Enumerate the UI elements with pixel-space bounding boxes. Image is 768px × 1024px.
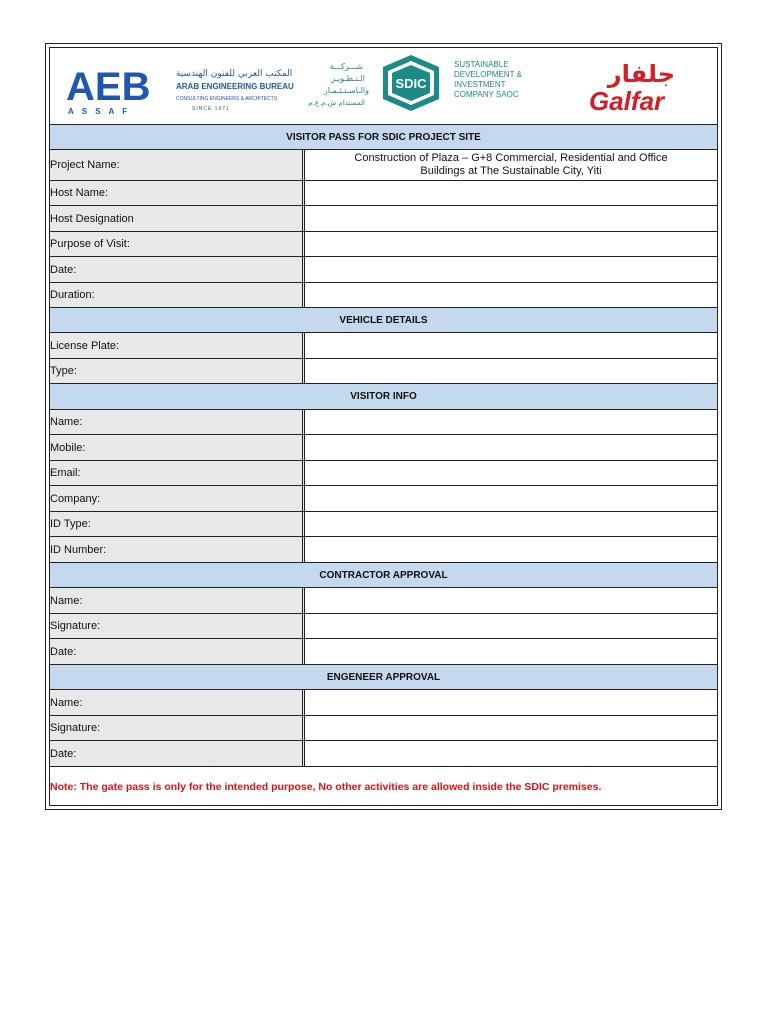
input-contractor-signature[interactable]: [305, 614, 717, 638]
row-engineer-signature: [50, 715, 717, 740]
label-id-type: ID Type:: [50, 512, 305, 536]
row-vehicle-type: [50, 358, 717, 383]
sdic-arabic-line2: الـتـطـويـر: [331, 74, 365, 83]
section-engineer-approval-title: ENGENEER APPROVAL: [326, 671, 441, 683]
gate-pass-note-text: Note: The gate pass is only for the intended purpose, No other activities are allowed inside the SDIC premises.: [50, 781, 602, 793]
sdic-name-line1: SUSTAINABLE: [454, 60, 509, 69]
label-email: Email:: [50, 461, 305, 485]
input-contractor-date[interactable]: [305, 639, 717, 664]
input-contractor-name[interactable]: [305, 588, 717, 613]
section-visitor-info: [50, 383, 717, 409]
row-engineer-date: [50, 740, 717, 766]
input-engineer-date[interactable]: [305, 741, 717, 766]
row-engineer-name: [50, 689, 717, 715]
section-vehicle-title: VEHICLE DETAILS: [339, 314, 428, 326]
section-visitor-info-title: VISITOR INFO: [350, 391, 417, 402]
sdic-arabic-line1: شـــركـــة: [329, 62, 363, 71]
row-contractor-name: [50, 587, 717, 613]
row-duration: [50, 282, 717, 307]
label-engineer-date: Date:: [50, 741, 305, 766]
aeb-arabic-name: المكتب العربي للفنون الهندسية: [176, 69, 293, 79]
label-company: Company:: [50, 486, 305, 511]
input-host-name[interactable]: [305, 181, 717, 205]
row-visitor-name: [50, 409, 717, 434]
input-mobile[interactable]: [305, 435, 717, 460]
aeb-logo-mark: [64, 62, 294, 118]
section-engineer-approval: [50, 664, 717, 689]
row-contractor-date: [50, 638, 717, 664]
input-duration[interactable]: [305, 283, 717, 307]
sdic-name-line4: COMPANY SAOC: [454, 90, 519, 99]
aeb-since: SINCE 1971: [192, 106, 230, 112]
galfar-arabic: جلفار: [607, 60, 675, 88]
label-engineer-signature: Signature:: [50, 716, 305, 740]
input-vehicle-type[interactable]: [305, 359, 717, 383]
input-id-type[interactable]: [305, 512, 717, 536]
label-engineer-name: Name:: [50, 690, 305, 715]
logo-header: [50, 48, 717, 124]
sdic-name-line2: DEVELOPMENT &: [454, 70, 522, 79]
row-company: [50, 485, 717, 511]
row-visit-date: [50, 256, 717, 282]
section-visitor-pass-title: VISITOR PASS FOR SDIC PROJECT SITE: [286, 131, 481, 143]
input-id-number[interactable]: [305, 537, 717, 562]
galfar-logo-mark: [585, 58, 685, 118]
visitor-pass-form: [45, 43, 722, 810]
input-license-plate[interactable]: [305, 333, 717, 358]
section-visitor-pass: [50, 124, 717, 149]
input-engineer-name[interactable]: [305, 690, 717, 715]
row-host-name: [50, 180, 717, 205]
label-vehicle-type: Type:: [50, 359, 305, 383]
row-license-plate: [50, 332, 717, 358]
label-mobile: Mobile:: [50, 435, 305, 460]
aeb-name: ARAB ENGINEERING BUREAU: [176, 82, 294, 91]
gate-pass-note: [50, 766, 717, 807]
label-purpose: Purpose of Visit:: [50, 232, 305, 256]
label-duration: Duration:: [50, 283, 305, 307]
label-contractor-date: Date:: [50, 639, 305, 664]
label-host-designation: Host Designation: [50, 206, 305, 231]
row-id-number: [50, 536, 717, 562]
sdic-name-line3: INVESTMENT: [454, 80, 506, 89]
row-contractor-signature: [50, 613, 717, 638]
section-contractor-approval: [50, 562, 717, 587]
row-mobile: [50, 434, 717, 460]
sdic-badge-text: SDIC: [395, 76, 427, 91]
row-purpose: [50, 231, 717, 256]
label-visitor-name: Name:: [50, 410, 305, 434]
section-contractor-approval-title: CONTRACTOR APPROVAL: [319, 569, 448, 581]
input-visit-date[interactable]: [305, 257, 717, 282]
sdic-arabic-line3: والـاسـتـثـمـار: [323, 86, 369, 95]
sdic-logo: [293, 53, 527, 121]
input-host-designation[interactable]: [305, 206, 717, 231]
project-value-line2: Buildings at The Sustainable City, Yiti: [420, 165, 602, 177]
label-contractor-signature: Signature:: [50, 614, 305, 638]
input-visitor-name[interactable]: [305, 410, 717, 434]
aeb-logo: [64, 62, 294, 118]
sdic-arabic-line4: المستدام ش.م.ع.م: [308, 99, 365, 107]
value-project-name[interactable]: [305, 150, 717, 180]
row-host-designation: [50, 205, 717, 231]
project-value-line1: Construction of Plaza – G+8 Commercial, Residential and Office: [354, 152, 668, 164]
label-contractor-name: Name:: [50, 588, 305, 613]
input-engineer-signature[interactable]: [305, 716, 717, 740]
label-visit-date: Date:: [50, 257, 305, 282]
label-project-name: Project Name:: [50, 150, 305, 180]
row-email: [50, 460, 717, 485]
label-host-name: Host Name:: [50, 181, 305, 205]
row-project-name: [50, 149, 717, 180]
input-company[interactable]: [305, 486, 717, 511]
galfar-name: Galfar: [589, 86, 665, 116]
input-email[interactable]: [305, 461, 717, 485]
label-license-plate: License Plate:: [50, 333, 305, 358]
input-purpose[interactable]: [305, 232, 717, 256]
aeb-tagline: CONSULTING ENGINEERS & ARCHITECTS: [176, 96, 278, 102]
aeb-assaf: A S S A F: [68, 107, 131, 116]
form-inner-border: [49, 47, 718, 806]
sdic-logo-mark: [293, 53, 527, 121]
galfar-logo: [585, 58, 685, 118]
section-vehicle: [50, 307, 717, 332]
label-id-number: ID Number:: [50, 537, 305, 562]
aeb-letters: AEB: [66, 65, 151, 109]
row-id-type: [50, 511, 717, 536]
